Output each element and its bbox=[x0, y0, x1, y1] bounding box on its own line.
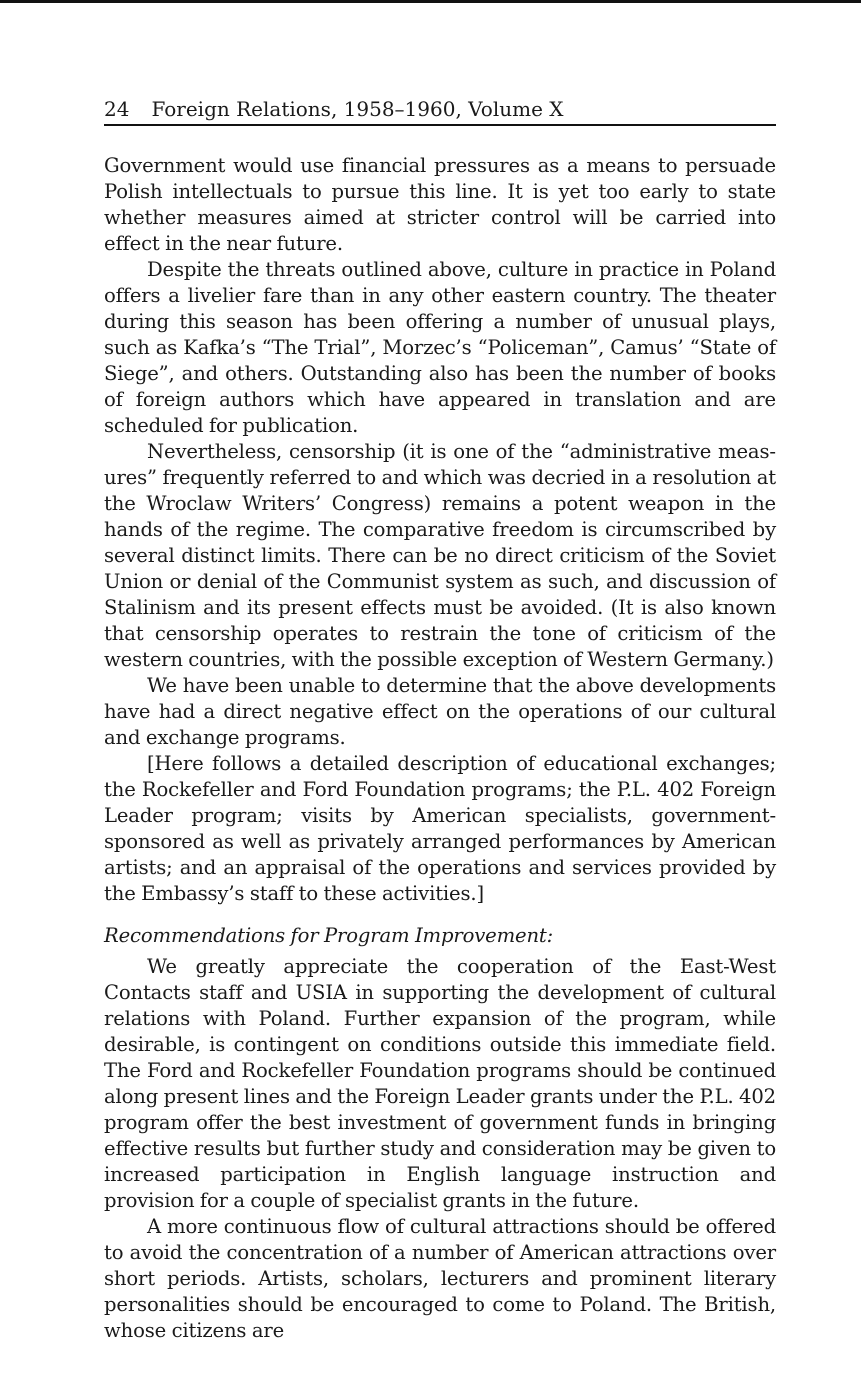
paragraph-culture-in-practice: Despite the threats outlined above, culture in practice in Poland offers a livelier fare than in any other eastern country. The theater during this season has been offering a number of unusual plays, such as Kafka’s “The Trial”, Morzec’s “Policeman”, Camus’ “State of Siege”, and others. Outstanding also has been the number of books of foreign authors which have appeared in translation and are scheduled for publication. bbox=[104, 258, 776, 437]
document-page bbox=[104, 96, 776, 1344]
paragraph-cooperation: We greatly appreciate the cooperation of the East-West Contacts staff and USIA in supporting the development of cultural relations with Poland. Further expansion of the program, while desirable, is contingent on conditions outside this immediate field. The Ford and Rockefeller Foundation programs should be continued along present lines and the Foreign Leader grants under the P.L. 402 program offer the best investment of government funds in bringing effective results but further study and consideration may be given to increased participation in English language instruction and provision for a couple of specialist grants in the future. bbox=[104, 955, 776, 1212]
paragraph-cultural-attractions: A more continuous flow of cultural attractions should be offered to avoid the concentration of a number of American attractions over short periods. Artists, scholars, lecturers and prominent literary personalities should be encouraged to come to Poland. The British, whose citizens are bbox=[104, 1215, 776, 1342]
paragraph-continuation: Government would use financial pressures as a means to persuade Polish intellectuals to pursue this line. It is yet too early to state whether measures aimed at stricter control will be carried into effect in the near future. bbox=[104, 154, 776, 255]
page-number: 24 bbox=[104, 97, 130, 121]
body-text bbox=[104, 153, 776, 1344]
section-heading-recommendations: Recommendations for Program Improvement: bbox=[104, 924, 554, 947]
paragraph-editorial-note: [Here follows a detailed description of educational exchanges; the Rockefeller and Ford Foundation programs; the P.L. 402 Foreign Leader program; visits by American specialists, government-sponsored as well as privately arranged performances by American artists; and an appraisal of the operations and services provided by the Embassy’s staff to these activities.] bbox=[104, 752, 776, 905]
running-header bbox=[104, 96, 776, 126]
top-border-rule bbox=[0, 0, 861, 3]
paragraph-censorship: Nevertheless, censorship (it is one of the “administrative measures” frequently referred to and which was decried in a resolution at the Wroclaw Writers’ Congress) remains a potent weapon in the hands of the regime. The comparative freedom is circumscribed by several distinct limits. There can be no direct criticism of the Soviet Union or denial of the Communist system as such, and discussion of Stalinism and its present effects must be avoided. (It is also known that censorship operates to restrain the tone of criticism of the western countries, with the possible exception of Western Germany.) bbox=[104, 440, 776, 671]
running-title: Foreign Relations, 1958–1960, Volume X bbox=[151, 97, 564, 121]
paragraph-no-negative-effect: We have been unable to determine that the above developments have had a direct negative effect on the operations of our cultural and exchange programs. bbox=[104, 674, 776, 749]
